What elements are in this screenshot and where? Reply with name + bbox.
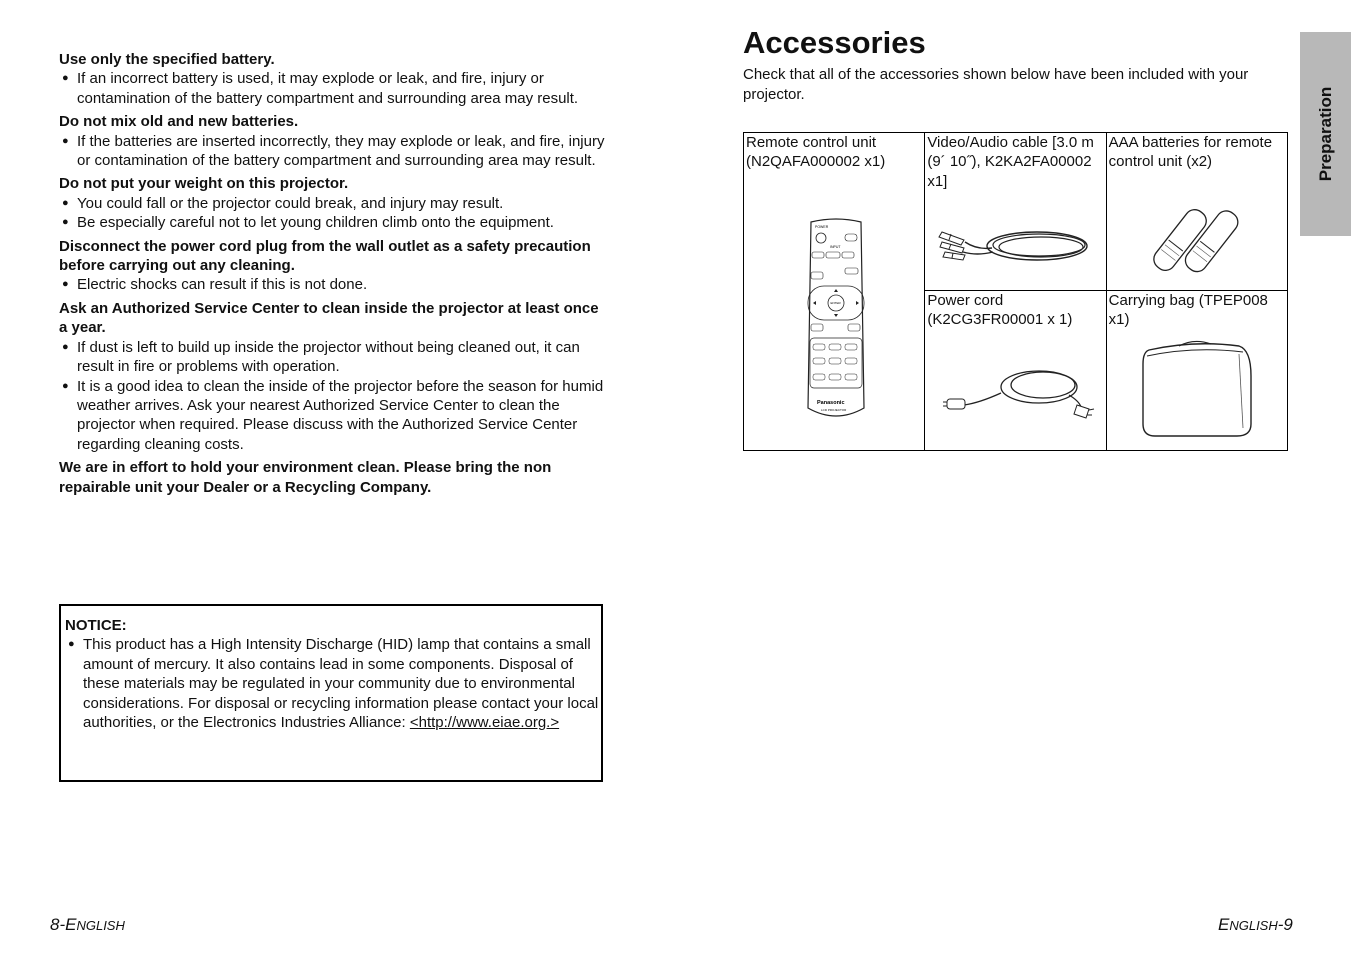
bullet-item: ● If dust is left to build up inside the projector without being cleaned out, it can result in fire or problems with operation. bbox=[59, 338, 607, 377]
batteries-label: AAA batteries for remote control unit (x2) bbox=[1108, 134, 1273, 171]
intro-text: Check that all of the accessories shown below have been included with your projector. bbox=[743, 66, 1249, 103]
section-heading: Do not put your weight on this projector. bbox=[59, 175, 349, 193]
section-disconnect bbox=[59, 237, 607, 295]
eiae-link[interactable]: <http://www.eiae.org.> bbox=[409, 714, 560, 732]
section-heading: Ask an Authorized Service Center to clean inside the projector at least once a year. bbox=[59, 299, 599, 337]
accessories-table bbox=[743, 132, 1288, 451]
bullet-item: ● It is a good idea to clean the inside of the projector before the season for humid weather arrives. Ask your nearest Authorized Service Center to clean the projector when required. Please discuss with the Authorized Service Center regarding cleaning costs. bbox=[59, 377, 607, 455]
svg-text:ENTER: ENTER bbox=[830, 301, 841, 305]
section-heading: Disconnect the power cord plug from the wall outlet as a safety precaution before carrying out any cleaning. bbox=[59, 237, 591, 275]
page-number-left: 8-ENGLISH bbox=[50, 915, 125, 934]
carrying-bag-image bbox=[1139, 336, 1259, 441]
cell-power-cord bbox=[925, 291, 1106, 451]
cell-cable bbox=[925, 133, 1106, 291]
bullet-item: ● Electric shocks can result if this is not done. bbox=[59, 275, 607, 294]
av-cable-image bbox=[937, 218, 1097, 273]
power-cord-label: Power cord (K2CG3FR00001 x 1) bbox=[927, 292, 1073, 329]
section-heading: We are in effort to hold your environment clean. Please bring the non repairable unit your Dealer or a Recycling Company. bbox=[59, 459, 552, 496]
section-tab-label: Preparation bbox=[1315, 86, 1335, 182]
bullet-item: ● If an incorrect battery is used, it may explode or leak, and fire, injury or contamination of the battery compartment and surrounding area may result. bbox=[59, 69, 607, 108]
bag-label: Carrying bag (TPEP008 x1) bbox=[1108, 292, 1268, 329]
section-weight bbox=[59, 174, 607, 232]
section-heading: Do not mix old and new batteries. bbox=[59, 113, 299, 131]
cell-remote bbox=[744, 133, 925, 451]
remote-control-image bbox=[805, 218, 867, 426]
section-environment bbox=[59, 458, 607, 497]
bullet-item: ● You could fall or the projector could break, and injury may result. bbox=[59, 194, 607, 213]
svg-text:LCD PROJECTOR: LCD PROJECTOR bbox=[821, 408, 847, 412]
svg-text:POWER: POWER bbox=[815, 225, 829, 229]
bullet-item: ● If the batteries are inserted incorrectly, they may explode or leak, and fire, injury or contamination of the battery compartment and surrounding area may result. bbox=[59, 132, 607, 171]
page-number-right: ENGLISH-9 bbox=[1218, 915, 1293, 934]
remote-label: Remote control unit (N2QAFA000002 x1) bbox=[746, 134, 886, 171]
cable-label: Video/Audio cable [3.0 m (9´ 10˝), K2KA2FA00002 x1] bbox=[927, 134, 1094, 190]
svg-text:INPUT: INPUT bbox=[830, 245, 841, 249]
section-tab-preparation bbox=[1300, 32, 1351, 236]
batteries-image bbox=[1149, 203, 1249, 283]
notice-heading: NOTICE: bbox=[65, 617, 127, 634]
svg-text:Panasonic: Panasonic bbox=[817, 400, 845, 406]
cell-bag bbox=[1106, 291, 1287, 451]
notice-text: This product has a High Intensity Discharge (HID) lamp that contains a small amount of mercury. It also contains lead in some components. Disposal of these materials may be regulated in your community due to environmental considerations. For disposal or recycling information please contact your local authorities, or the Electronics Industries Alliance: bbox=[83, 636, 599, 732]
safety-text-column bbox=[59, 50, 607, 501]
section-service-center bbox=[59, 299, 607, 454]
notice-bullet bbox=[65, 635, 601, 732]
notice-box bbox=[59, 604, 603, 782]
bullet-item: ● Be especially careful not to let young children climb onto the equipment. bbox=[59, 213, 607, 232]
page-title: Accessories bbox=[743, 25, 926, 60]
power-cord-image bbox=[939, 363, 1099, 428]
section-heading: Use only the specified battery. bbox=[59, 51, 275, 68]
section-battery bbox=[59, 50, 607, 108]
cell-batteries bbox=[1106, 133, 1287, 291]
section-mix-batteries bbox=[59, 112, 607, 170]
